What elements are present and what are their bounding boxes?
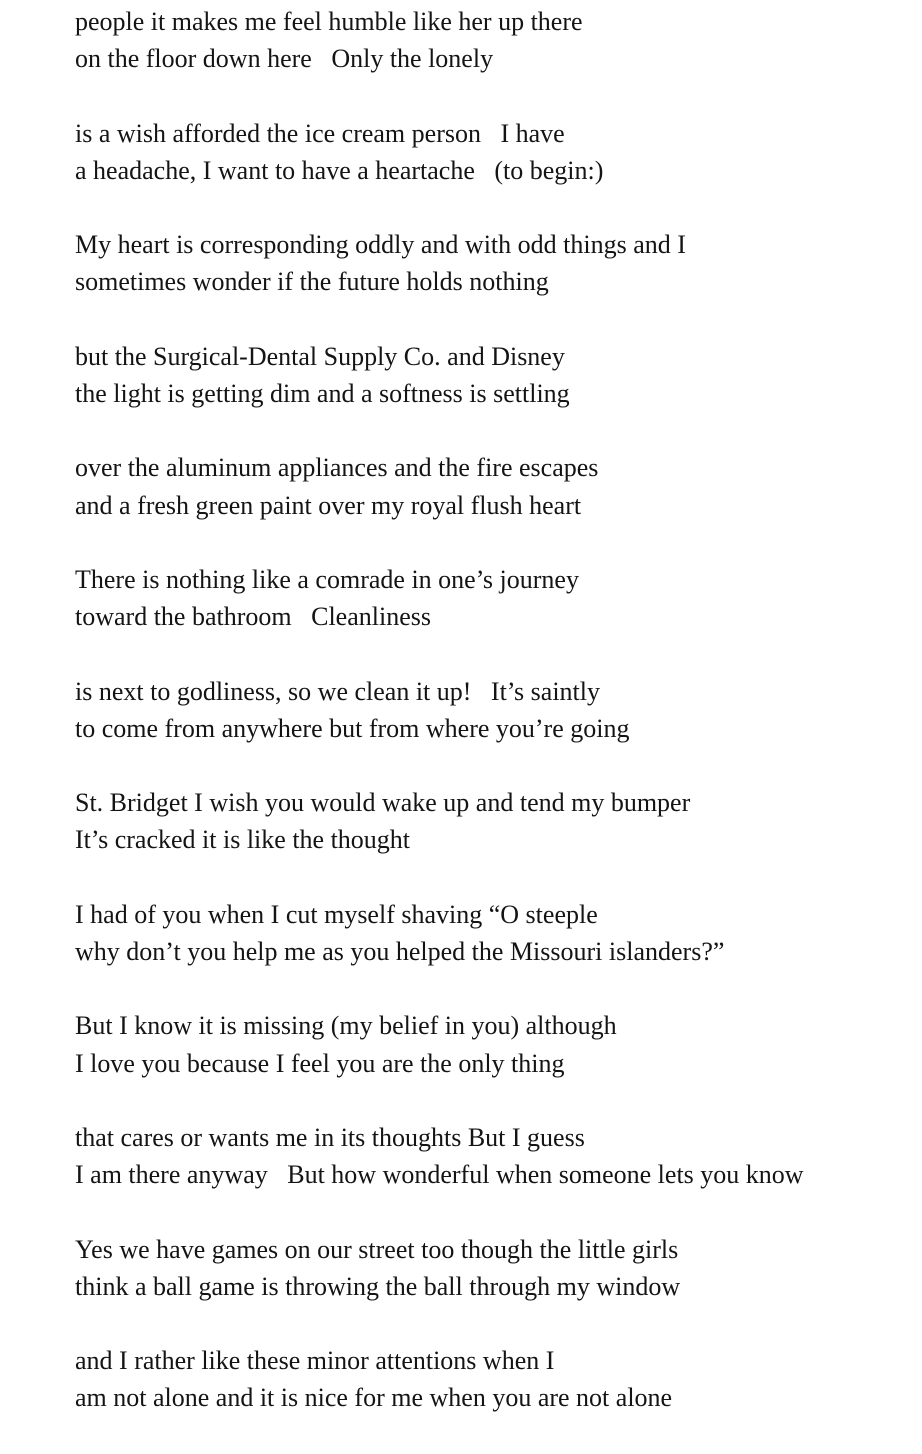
stanza-3: [75, 226, 915, 300]
poem-line: on the floor down here Only the lonely: [75, 44, 494, 74]
stanza-10: [75, 1007, 915, 1081]
poem-line: why don’t you help me as you helped the Missouri islanders?”: [75, 936, 725, 966]
stanza-13: [75, 1342, 915, 1416]
poem-line: is next to godliness, so we clean it up! It’s saintly: [75, 676, 600, 706]
poem-line: am not alone and it is nice for me when you are not alone: [75, 1383, 673, 1413]
poem-line: that cares or wants me in its thoughts But I guess: [75, 1122, 585, 1152]
poem-line: sometimes wonder if the future holds nothing: [75, 267, 549, 297]
poem-line: I am there anyway But how wonderful when someone lets you know: [75, 1160, 804, 1190]
poem-line: is a wish afforded the ice cream person I have: [75, 118, 565, 148]
stanza-9: [75, 896, 915, 970]
poem-line: But I know it is missing (my belief in you) although: [75, 1011, 617, 1041]
stanza-5: [75, 449, 915, 523]
poem-line: think a ball game is throwing the ball through my window: [75, 1271, 681, 1301]
poem-line: but the Surgical-Dental Supply Co. and Disney: [75, 341, 565, 371]
poem-line: St. Bridget I wish you would wake up and tend my bumper: [75, 788, 691, 818]
stanza-11: [75, 1119, 915, 1193]
poem-line: a headache, I want to have a heartache (to begin:): [75, 155, 604, 185]
stanza-4: [75, 338, 915, 412]
poem-line: My heart is corresponding oddly and with odd things and I: [75, 230, 686, 260]
poem-line: and a fresh green paint over my royal flush heart: [75, 490, 582, 520]
stanza-6: [75, 561, 915, 635]
stanza-12: [75, 1231, 915, 1305]
poem-text: [75, 3, 915, 1454]
poem-line: people it makes me feel humble like her up there: [75, 7, 583, 36]
poem-line: the light is getting dim and a softness is settling: [75, 378, 570, 408]
poem-line: I love you because I feel you are the only thing: [75, 1048, 565, 1078]
stanza-7: [75, 673, 915, 747]
poem-line: There is nothing like a comrade in one’s journey: [75, 564, 579, 594]
poem-line: Yes we have games on our street too though the little girls: [75, 1234, 679, 1264]
stanza-1: [75, 3, 915, 77]
poem-line: It’s cracked it is like the thought: [75, 825, 411, 855]
poem-line: I had of you when I cut myself shaving “O steeple: [75, 899, 598, 929]
stanza-8: [75, 784, 915, 858]
stanza-2: [75, 115, 915, 189]
poem-line: toward the bathroom Cleanliness: [75, 602, 431, 632]
poem-line: to come from anywhere but from where you’re going: [75, 713, 630, 743]
poem-line: and I rather like these minor attentions when I: [75, 1346, 555, 1376]
poem-line: over the aluminum appliances and the fire escapes: [75, 453, 599, 483]
